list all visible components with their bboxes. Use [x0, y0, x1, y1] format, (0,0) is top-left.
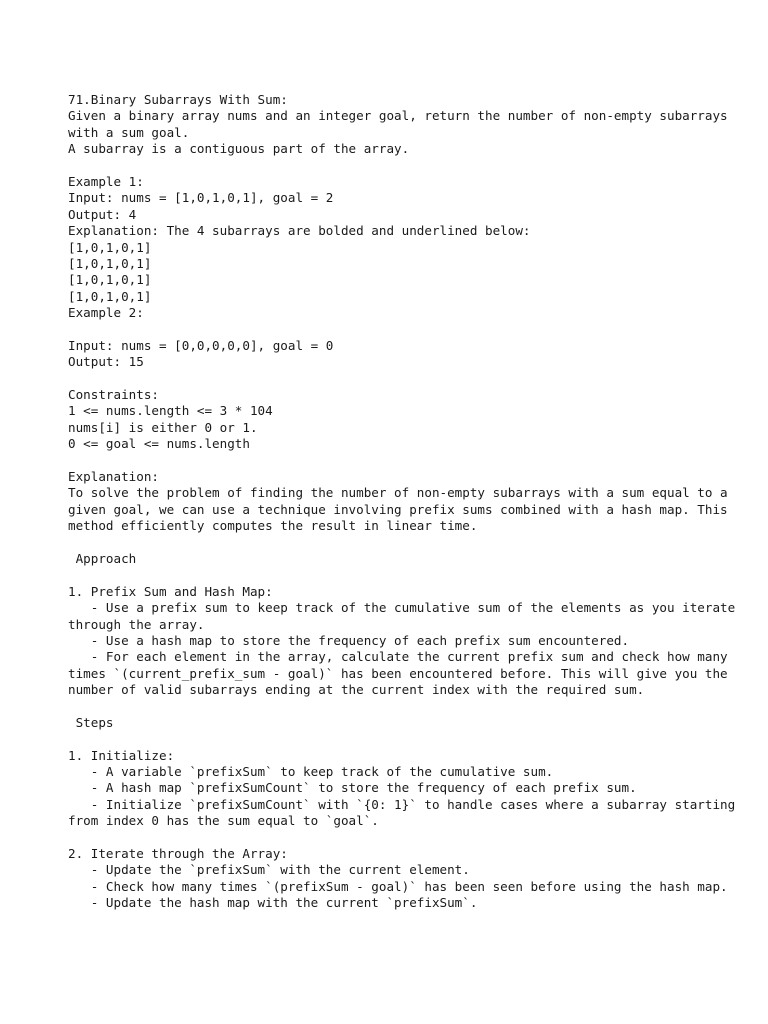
text-line: - A variable `prefixSum` to keep track of the cumulative sum. [68, 764, 554, 780]
text-line: method efficiently computes the result in linear time. [68, 518, 478, 534]
text-line: times `(current_prefix_sum - goal)` has been encountered before. This will give you the [68, 665, 728, 681]
text-line: - Check how many times `(prefixSum - goal)` has been seen before using the hash map. [68, 878, 728, 894]
text-line: 2. Iterate through the Array: [68, 845, 288, 861]
text-line: [1,0,1,0,1] [68, 288, 152, 304]
text-line: [1,0,1,0,1] [68, 239, 152, 255]
blank-line [68, 453, 748, 469]
text-line: Input: nums = [1,0,1,0,1], goal = 2 [68, 190, 334, 206]
text-line: Approach [68, 550, 137, 566]
blank-line [68, 731, 748, 747]
blank-line [68, 567, 748, 583]
blank-line [68, 371, 748, 387]
text-line: Output: 4 [68, 206, 137, 222]
text-line: Input: nums = [0,0,0,0,0], goal = 0 [68, 337, 334, 353]
text-line: Output: 15 [68, 354, 144, 370]
text-line: [1,0,1,0,1] [68, 272, 152, 288]
text-line: Given a binary array nums and an integer goal, return the number of non-empty subarrays [68, 108, 728, 124]
text-line: 1. Initialize: [68, 747, 175, 763]
text-line: nums[i] is either 0 or 1. [68, 419, 258, 435]
text-line: with a sum goal. [68, 124, 190, 140]
text-line: number of valid subarrays ending at the current index with the required sum. [68, 682, 645, 698]
blank-line [68, 158, 748, 174]
text-line: - For each element in the array, calculate the current prefix sum and check how many [68, 649, 728, 665]
text-line: Explanation: The 4 subarrays are bolded and underlined below: [68, 223, 531, 239]
text-line: To solve the problem of finding the number of non-empty subarrays with a sum equal to a [68, 485, 728, 501]
text-line: 1 <= nums.length <= 3 * 104 [68, 403, 273, 419]
text-line: - Update the `prefixSum` with the current element. [68, 862, 470, 878]
text-line: - Use a hash map to store the frequency of each prefix sum encountered. [68, 632, 630, 648]
text-line: - A hash map `prefixSumCount` to store the frequency of each prefix sum. [68, 780, 637, 796]
blank-line [68, 698, 748, 714]
text-line: Explanation: [68, 468, 159, 484]
text-line: through the array. [68, 616, 205, 632]
text-line: - Update the hash map with the current `prefixSum`. [68, 895, 478, 911]
text-line: - Initialize `prefixSumCount` with `{0: 1}` to handle cases where a subarray starting [68, 796, 736, 812]
text-line: given goal, we can use a technique involving prefix sums combined with a hash map. This [68, 501, 728, 517]
text-line: Example 1: [68, 173, 144, 189]
text-line: from index 0 has the sum equal to `goal`. [68, 813, 379, 829]
text-line: - Use a prefix sum to keep track of the cumulative sum of the elements as you iterate [68, 600, 736, 616]
blank-line [68, 535, 748, 551]
text-line: [1,0,1,0,1] [68, 255, 152, 271]
text-line: 1. Prefix Sum and Hash Map: [68, 583, 273, 599]
blank-line [68, 830, 748, 846]
text-line: A subarray is a contiguous part of the array. [68, 141, 410, 157]
text-line: Constraints: [68, 387, 159, 403]
text-line: Steps [68, 714, 114, 730]
text-line: 71.Binary Subarrays With Sum: [68, 92, 288, 107]
blank-line [68, 321, 748, 337]
text-line: 0 <= goal <= nums.length [68, 436, 250, 452]
text-line: Example 2: [68, 305, 144, 321]
document-text [68, 92, 748, 912]
